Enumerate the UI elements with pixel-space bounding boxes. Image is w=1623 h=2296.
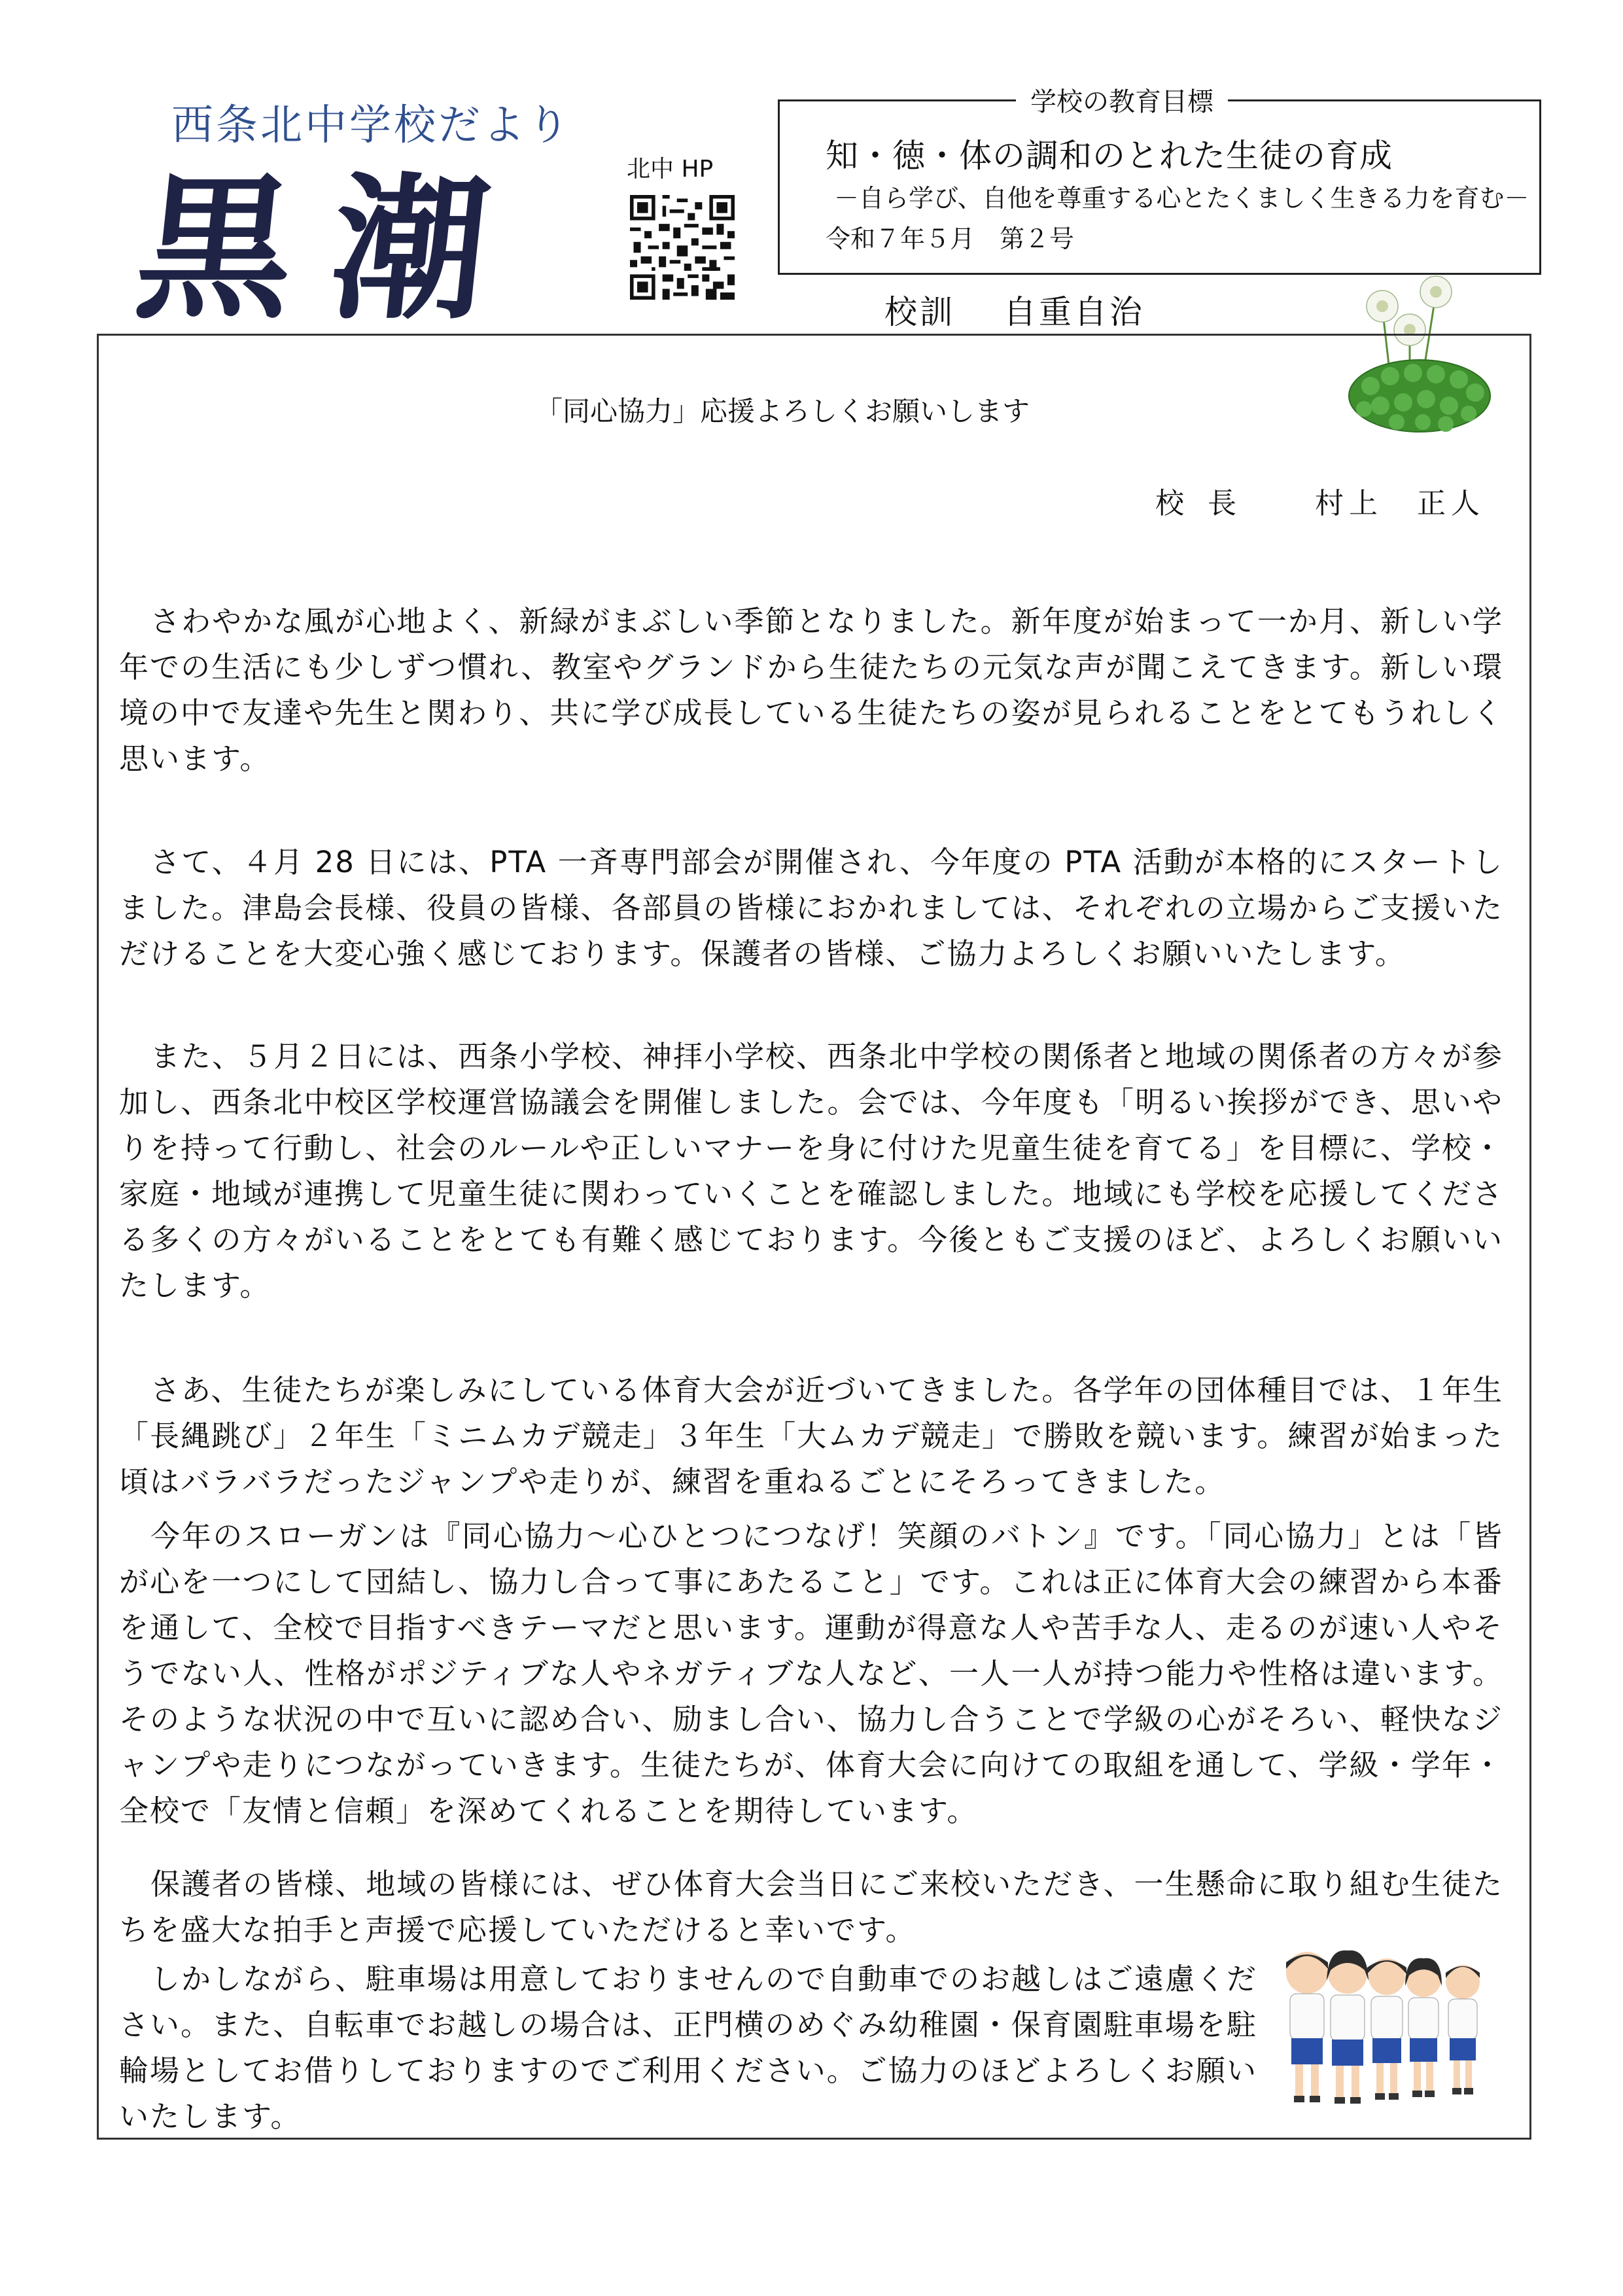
newsletter-title: 黒潮: [128, 158, 537, 341]
author-name: 村上 正人: [1315, 487, 1485, 520]
article-paragraph: さあ、生徒たちが楽しみにしている体育大会が近づいてきました。各学年の団体種目では、１年生「長縄跳び」２年生「ミニムカデ競走」３年生「大ムカデ競走」で勝敗を競います。練習が始まった頃はバラバラだったジャンプや走りが、練習を重ねるごとにそろってきました。: [119, 1373, 1503, 1499]
article-paragraph: また、５月２日には、西条小学校、神拝小学校、西条北中学校の関係者と地域の関係者の方々が参加し、西条北中校区学校運営協議会を開催しました。会では、今年度も「明るい挨拶ができ、思いやりを持って行動し、社会のルールや正しいマナーを身に付けた児童生徒を育てる」を目標に、学校・家庭・地域が連携して児童生徒に関わっていくことを確認しました。地域にも学校を応援してくださる多くの方々がいることをとても有難く感じております。今後ともご支援のほど、よろしくお願いいたします。: [119, 1039, 1504, 1303]
education-goal-main: 知・徳・体の調和のとれた生徒の育成: [826, 137, 1393, 175]
article-paragraph: 保護者の皆様、地域の皆様には、ぜひ体育大会当日にご来校いただき、一生懸命に取り組む生徒たちを盛大な拍手と声援で応援していただけると幸いです。: [119, 1867, 1503, 1947]
qr-code-icon[interactable]: [630, 195, 735, 300]
article-paragraph: 今年のスローガンは『同心協力～心ひとつにつなげ！笑顔のバトン』です。「同心協力」とは「皆が心を一つにして団結し、協力し合って事にあたること」です。これは正に体育大会の練習から本番を通して、全校で目指すべきテーマだと思います。運動が得意な人や苦手な人、走るのが速い人やそうでない人、性格がポジティブな人やネガティブな人など、一人一人が持つ能力や性格は違います。そのような状況の中で互いに認め合い、励まし合い、協力し合うことで学級の心がそろい、軽快なジャンプや走りにつながっていきます。生徒たちが、体育大会に向けての取組を通して、学級・学年・全校で「友情と信頼」を深めてくれることを期待しています。: [119, 1519, 1503, 1828]
article-title: 「同心協力」応援よろしくお願いします: [535, 395, 1030, 427]
article-paragraph: しかしながら、駐車場は用意しておりませんので自動車でのお越しはご遠慮ください。また、自転車でお越しの場合は、正門横のめぐみ幼稚園・保育園駐車場を駐輪場としてお借りしておりますのでご利用ください。ご協力のほどよろしくお願いいたします。: [119, 1962, 1258, 2134]
students-illustration-icon: [1281, 1927, 1497, 2117]
issue-date: 令和７年５月 第２号: [826, 224, 1075, 253]
article-paragraph: さて、４月 28 日には、PTA 一斉専門部会が開催され、今年度の PTA 活動が本格的にスタートしました。津島会長様、役員の皆様、各部員の皆様におかれましては、それぞれの立場からご支援いただけることを大変心強く感じております。保護者の皆様、ご協力よろしくお願いいたします。: [119, 845, 1503, 971]
article-paragraph: さわやかな風が心地よく、新緑がまぶしい季節となりました。新年度が始まって一か月、新しい学年での生活にも少しずつ慣れ、教室やグランドから生徒たちの元気な声が聞こえてきます。新しい環境の中で友達や先生と関わり、共に学び成長している生徒たちの姿が見られることをとてもうれしく思います。: [119, 604, 1503, 776]
education-goal-sub: －自ら学び、自他を尊重する心とたくましく生きる力を育む－: [834, 184, 1529, 213]
school-motto: 校訓 自重自治: [884, 293, 1145, 331]
school-name: 西条北中学校だより: [171, 101, 572, 150]
education-goals-title: 学校の教育目標: [1016, 81, 1228, 118]
homepage-label: 北中 HP: [627, 156, 714, 183]
author-role: 校長: [1155, 487, 1260, 520]
